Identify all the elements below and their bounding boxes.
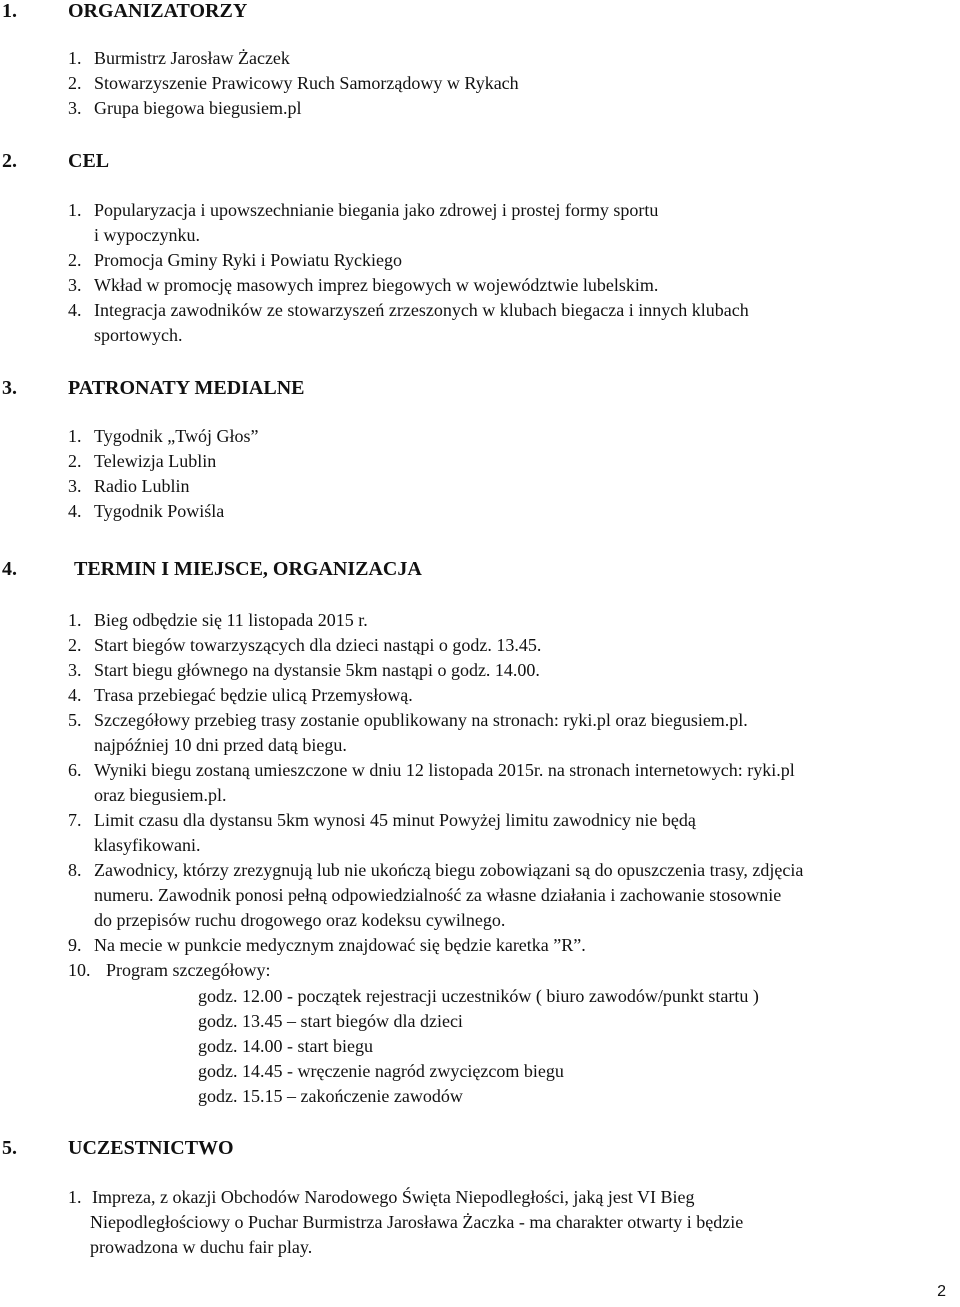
item-text: Program szczegółowy: — [106, 960, 271, 980]
item-text: Impreza, z okazji Obchodów Narodowego Święta Niepodległości, jaką jest VI Bieg — [92, 1187, 695, 1207]
item-number: 4. — [68, 501, 82, 521]
item-text: prowadzona w duchu fair play. — [90, 1237, 313, 1257]
item-text: i wypoczynku. — [94, 225, 200, 245]
section-number: 1. — [2, 0, 17, 22]
section-title: ORGANIZATORZY — [68, 0, 248, 22]
schedule-entry: godz. 13.45 – start biegów dla dzieci — [198, 1011, 463, 1031]
schedule-entry: godz. 15.15 – zakończenie zawodów — [198, 1086, 463, 1106]
schedule-entry: godz. 12.00 - początek rejestracji uczestników ( biuro zawodów/punkt startu ) — [198, 986, 759, 1006]
item-text: Start biegów towarzyszących dla dzieci nastąpi o godz. 13.45. — [94, 635, 542, 655]
item-number: 4. — [68, 685, 82, 705]
item-text: Trasa przebiegać będzie ulicą Przemysłową. — [94, 685, 413, 705]
item-text: Na mecie w punkcie medycznym znajdować się będzie karetka ”R”. — [94, 935, 586, 955]
item-number: 1. — [68, 1187, 82, 1207]
section-title: PATRONATY MEDIALNE — [68, 377, 305, 399]
item-number: 10. — [68, 960, 91, 980]
item-number: 1. — [68, 610, 82, 630]
item-number: 3. — [68, 476, 82, 496]
item-number: 1. — [68, 426, 82, 446]
item-text: Niepodległościowy o Puchar Burmistrza Jarosława Żaczka - ma charakter otwarty i będzie — [90, 1212, 744, 1232]
item-number: 2. — [68, 451, 82, 471]
item-text: Limit czasu dla dystansu 5km wynosi 45 minut Powyżej limitu zawodnicy nie będą — [94, 810, 696, 830]
item-number: 3. — [68, 660, 82, 680]
item-number: 7. — [68, 810, 82, 830]
item-number: 9. — [68, 935, 82, 955]
item-number: 8. — [68, 860, 82, 880]
item-text: klasyfikowani. — [94, 835, 201, 855]
item-text: Szczegółowy przebieg trasy zostanie opublikowany na stronach: ryki.pl oraz biegusiem.pl. — [94, 710, 748, 730]
item-text: Grupa biegowa biegusiem.pl — [94, 98, 302, 118]
schedule-entry: godz. 14.45 - wręczenie nagród zwycięzcom biegu — [198, 1061, 564, 1081]
item-number: 4. — [68, 300, 82, 320]
item-number: 1. — [68, 200, 82, 220]
item-number: 3. — [68, 275, 82, 295]
item-text: Radio Lublin — [94, 476, 190, 496]
item-text: numeru. Zawodnik ponosi pełną odpowiedzialność za własne działania i zachowanie stosownie — [94, 885, 782, 905]
item-text: Integracja zawodników ze stowarzyszeń zrzeszonych w klubach biegacza i innych klubach — [94, 300, 749, 320]
item-text: Tygodnik Powiśla — [94, 501, 225, 521]
item-number: 3. — [68, 98, 82, 118]
item-text: Telewizja Lublin — [94, 451, 217, 471]
item-text: Wkład w promocję masowych imprez biegowych w województwie lubelskim. — [94, 275, 659, 295]
item-number: 2. — [68, 635, 82, 655]
item-text: sportowych. — [94, 325, 183, 345]
section-number: 3. — [2, 377, 17, 399]
item-number: 5. — [68, 710, 82, 730]
item-text: Bieg odbędzie się 11 listopada 2015 r. — [94, 610, 368, 630]
item-text: Popularyzacja i upowszechnianie biegania jako zdrowej i prostej formy sportu — [94, 200, 659, 220]
section-title: UCZESTNICTWO — [68, 1137, 234, 1159]
item-text: Stowarzyszenie Prawicowy Ruch Samorządowy w Rykach — [94, 73, 519, 93]
item-text: Burmistrz Jarosław Żaczek — [94, 48, 290, 68]
item-text: najpóźniej 10 dni przed datą biegu. — [94, 735, 347, 755]
item-number: 2. — [68, 250, 82, 270]
section-title: CEL — [68, 150, 110, 172]
item-text: Wyniki biegu zostaną umieszczone w dniu 12 listopada 2015r. na stronach internetowych: ryki.pl — [94, 760, 795, 780]
item-text: oraz biegusiem.pl. — [94, 785, 227, 805]
section-number: 4. — [2, 558, 17, 580]
item-number: 6. — [68, 760, 82, 780]
section-number: 5. — [2, 1137, 17, 1159]
item-text: do przepisów ruchu drogowego oraz kodeksu cywilnego. — [94, 910, 506, 930]
item-number: 1. — [68, 48, 82, 68]
section-title: TERMIN I MIEJSCE, ORGANIZACJA — [74, 558, 422, 580]
item-text: Zawodnicy, którzy zrezygnują lub nie ukończą biegu zobowiązani są do opuszczenia trasy, zdjęcia — [94, 860, 804, 880]
item-text: Tygodnik „Twój Głos” — [94, 426, 259, 446]
item-number: 2. — [68, 73, 82, 93]
page-number: 2 — [937, 1283, 946, 1300]
schedule-entry: godz. 14.00 - start biegu — [198, 1036, 373, 1056]
section-number: 2. — [2, 150, 17, 172]
item-text: Promocja Gminy Ryki i Powiatu Ryckiego — [94, 250, 403, 270]
item-text: Start biegu głównego na dystansie 5km nastąpi o godz. 14.00. — [94, 660, 540, 680]
